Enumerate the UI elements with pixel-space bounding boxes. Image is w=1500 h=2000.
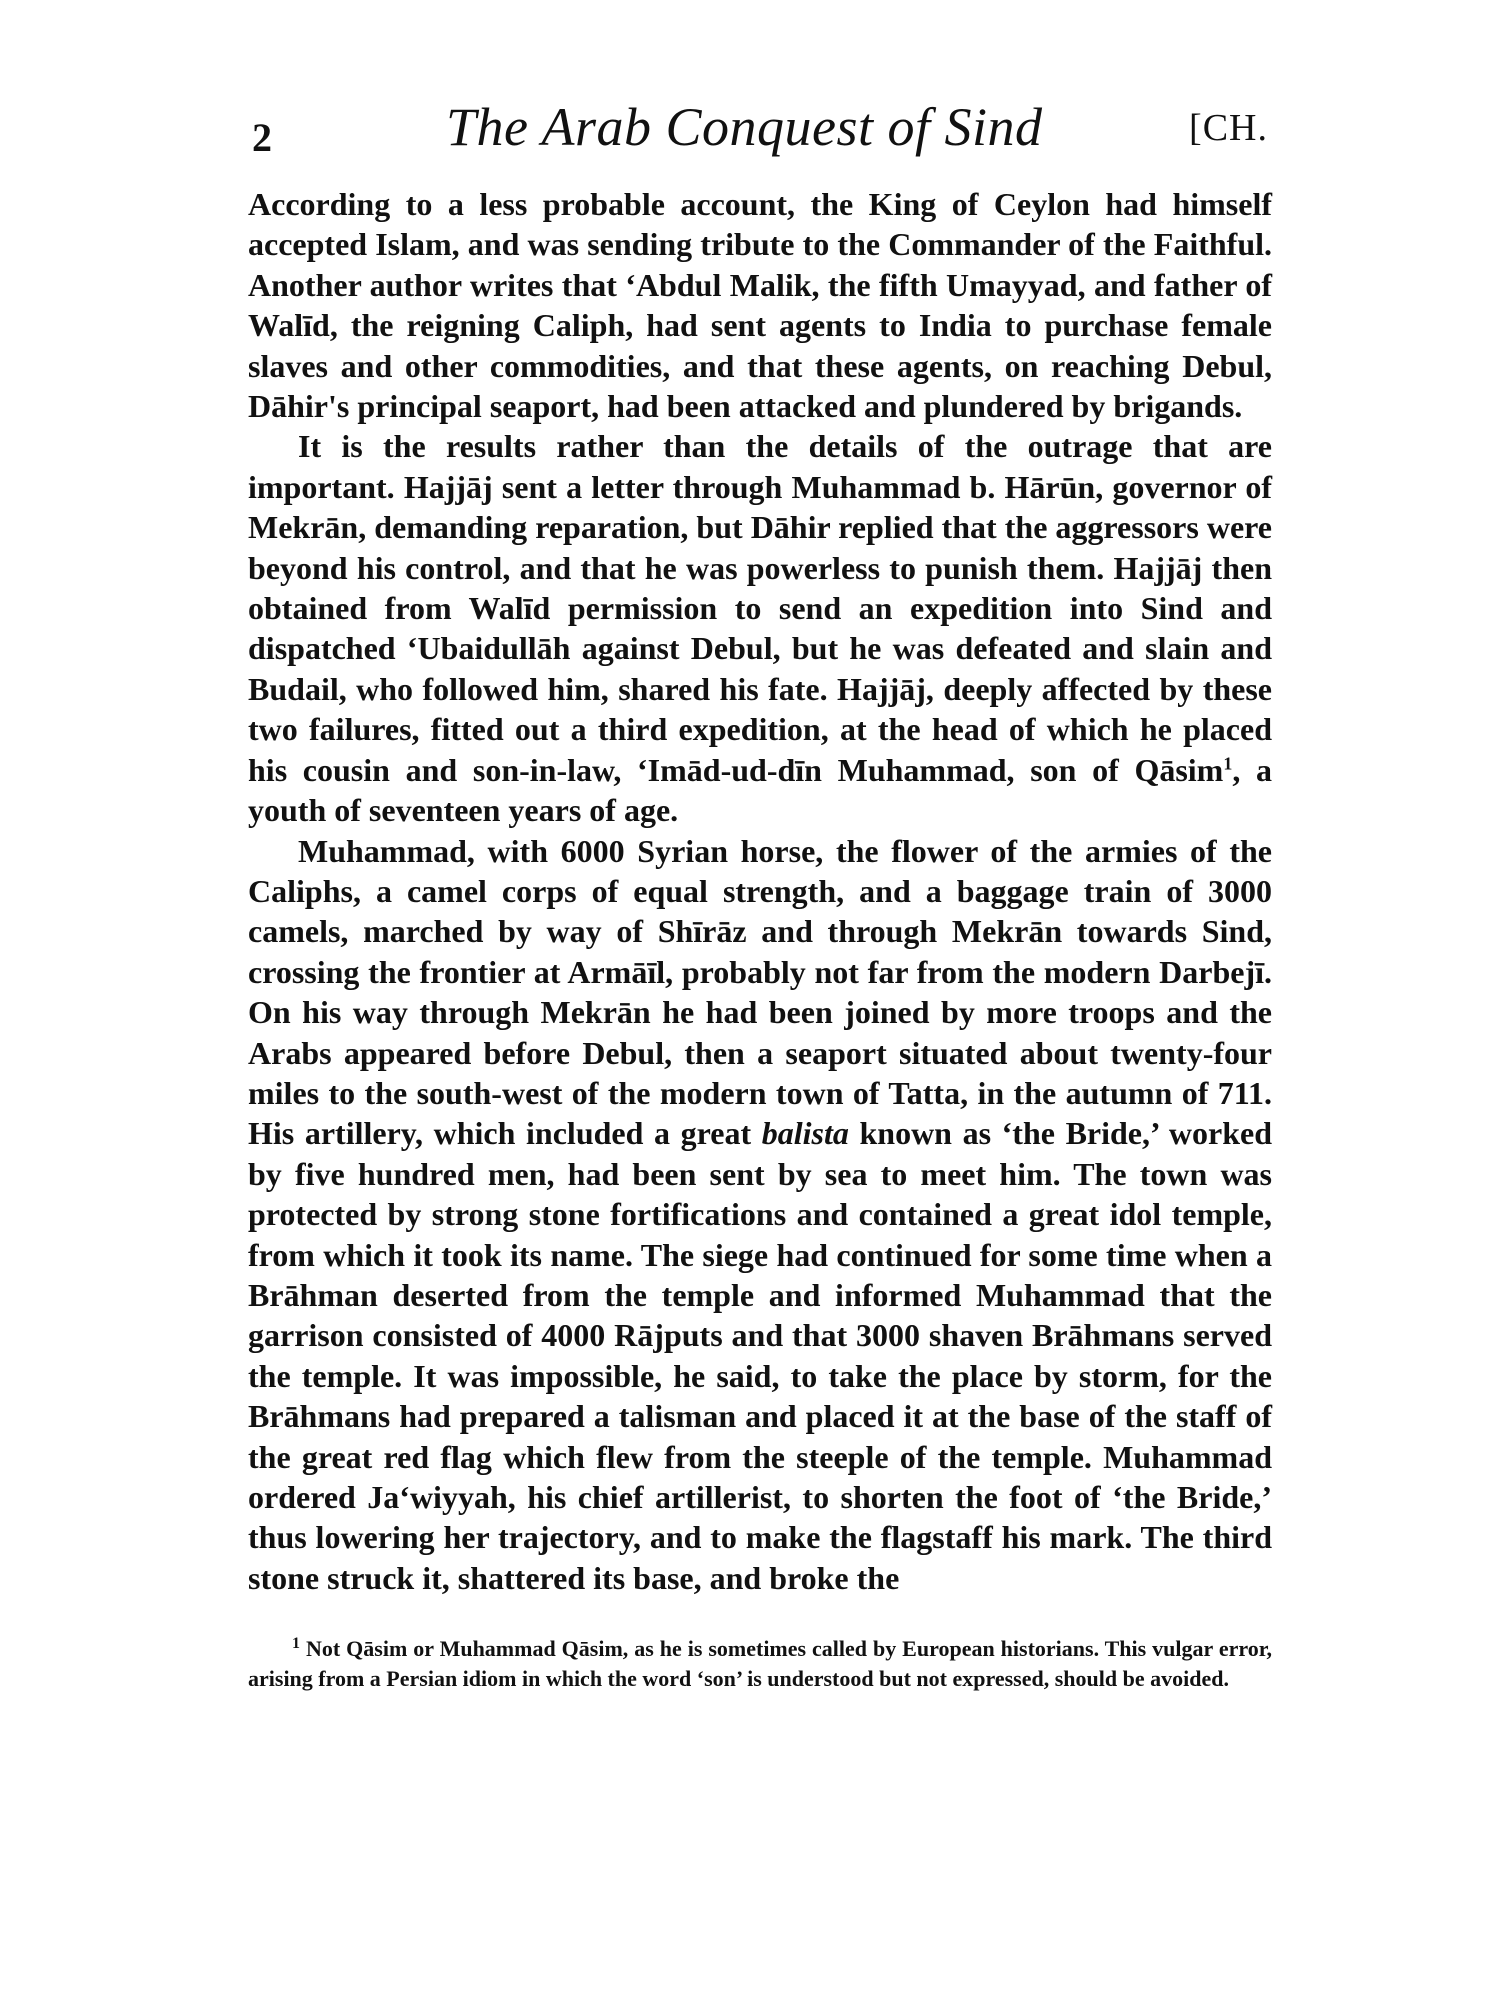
running-title: The Arab Conquest of Sind — [446, 97, 1043, 157]
paragraph-3-text-b: known as ‘the Bride,’ worked by five hundred men, had been sent by sea to meet him. The town was protected by strong stone fortifications and contained a great idol temple, from which it took its name. The siege had continued for some time when a Brāhman deserted from the temple and informed Muhammad that the garrison consisted of 4000 Rājputs and that 3000 shaven Brāhmans served the temple. It was impossible, he said, to take the place by storm, for the Brāhmans had prepared a talisman and placed it at the base of the staff of the great red flag which flew from the steeple of the temple. Muhammad ordered Ja‘wiyyah, his chief artillerist, to shorten the foot of ‘the Bride,’ thus lowering her trajectory, and to make the flagstaff his mark. The third stone struck it, shattered its base, and broke the — [248, 1115, 1273, 1596]
footnote-text: Not Qāsim or Muhammad Qāsim, as he is sometimes called by European historians. This vulgar error, arising from a Persian idiom in which the word ‘son’ is understood but not expressed, should be avoided. — [248, 1636, 1272, 1692]
footnote — [248, 1634, 1272, 1694]
footnote-mark: 1 — [292, 1634, 300, 1652]
paragraph-3-text-a: Muhammad, with 6000 Syrian horse, the flower of the armies of the Caliphs, a camel corps of equal strength, and a baggage train of 3000 camels, marched by way of Shīrāz and through Mekrān towards Sind, crossing the frontier at Armāīl, probably not far from the modern Darbejī. On his way through Mekrān he had been joined by more troops and the Arabs appeared before Debul, then a seaport situated about twenty-four miles to the south-west of the modern town of Tatta, in the autumn of 711. His artillery, which included a great — [248, 832, 1272, 1152]
footnote-reference: 1 — [1223, 753, 1233, 774]
page-number: 2 — [252, 115, 272, 160]
paragraph-3-italic: balista — [761, 1115, 849, 1152]
running-head — [248, 96, 1272, 166]
book-page — [248, 96, 1272, 1694]
body-text — [248, 184, 1272, 1598]
paragraph-1-text: According to a less probable account, the King of Ceylon had himself accepted Islam, and was sending tribute to the Commander of the Faithful. Another author writes that ‘Abdul Malik, the fifth Umayyad, and father of Walīd, the reigning Caliph, had sent agents to India to purchase female slaves and other commodities, and that these agents, on reaching Debul, Dāhir's principal seaport, had been attacked and plundered by brigands. — [248, 186, 1272, 425]
paragraph-1 — [248, 184, 1272, 426]
paragraph-3 — [248, 831, 1272, 1599]
chapter-mark: [CH. — [1189, 107, 1268, 149]
paragraph-2-text-b: , a youth of seventeen years of age. — [248, 751, 1273, 829]
paragraph-2-text-a: It is the results rather than the details of the outrage that are important. Hajjāj sent a letter through Muhammad b. Hārūn, governor of Mekrān, demanding reparation, but Dāhir replied that the aggressors were beyond his control, and that he was powerless to punish them. Hajjāj then obtained from Walīd permission to send an expedition into Sind and dispatched ‘Ubaidullāh against Debul, but he was defeated and slain and Budail, who followed him, shared his fate. Hajjāj, deeply affected by these two failures, fitted out a third expedition, at the head of which he placed his cousin and son-in-law, ‘Imād-ud-dīn Muhammad, son of Qāsim — [248, 428, 1272, 788]
paragraph-2 — [248, 426, 1272, 830]
